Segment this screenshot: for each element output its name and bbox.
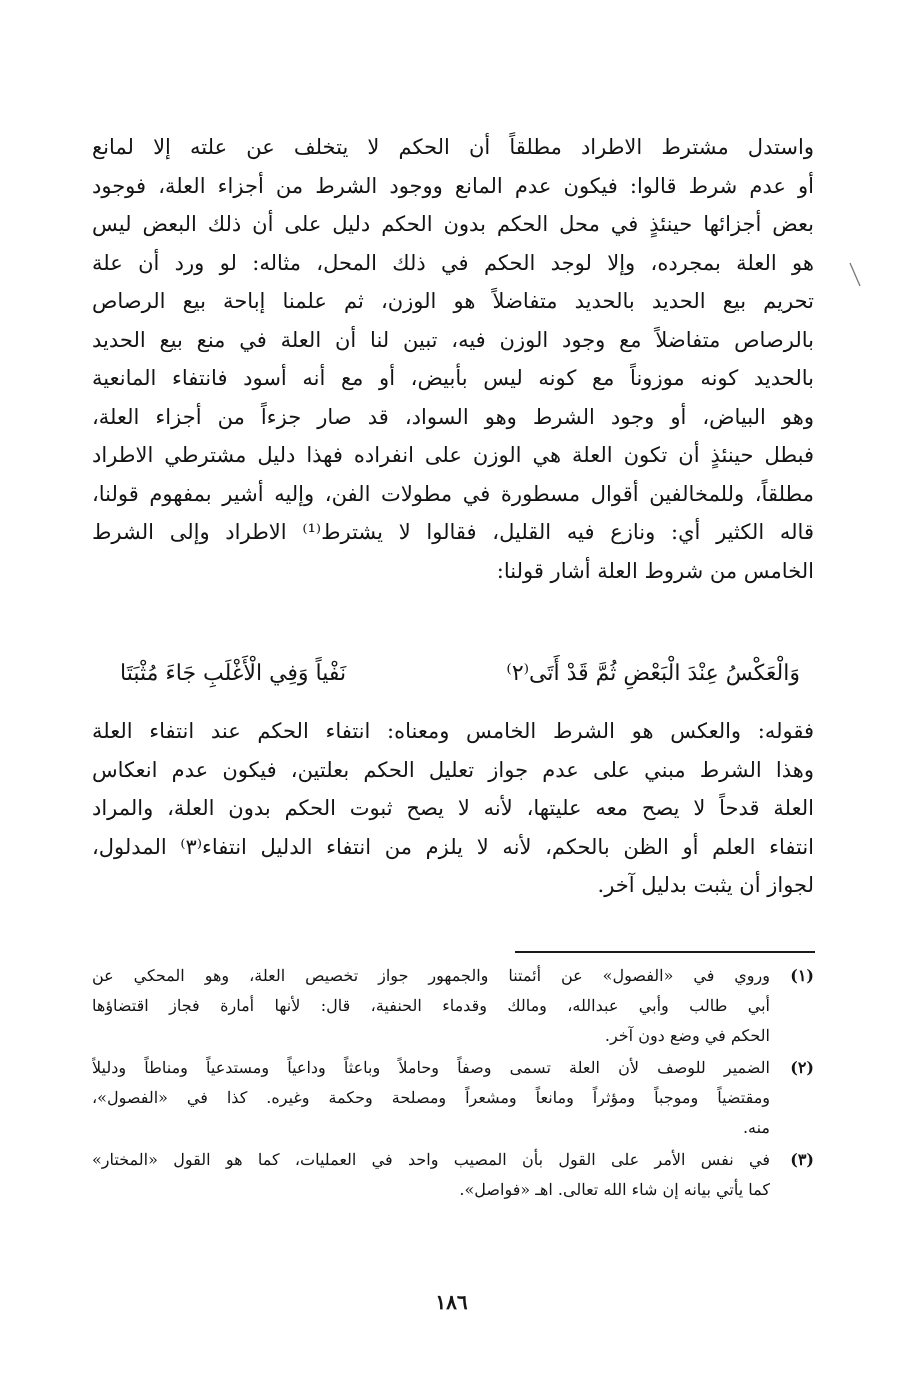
footnote-number: (١): [790, 966, 814, 985]
text-line: تحريم بيع الحديد بالحديد متفاضلاً هو الوزن، ثم علمنا إباحة بيع الرصاص: [92, 289, 814, 313]
footnote-number: (٣): [790, 1150, 814, 1169]
text-line: أو عدم شرط قالوا: فيكون عدم المانع ووجود الشرط من أجزاء العلة، فوجود: [92, 173, 814, 198]
footnote: [92, 961, 814, 1051]
text-line: انتفاء العلم أو الظن بالحكم، لأنه لا يلزم من انتفاء الدليل انتفاء⁽٣⁾ المدلول،: [92, 834, 814, 859]
footnote-line: كما يأتي بيانه إن شاء الله تعالى. اهـ «فواصل».: [459, 1180, 770, 1199]
text-line: فقوله: والعكس هو الشرط الخامس ومعناه: انتفاء الحكم عند انتفاء العلة: [92, 719, 814, 743]
footnote: [92, 1053, 814, 1143]
text-line: قاله الكثير أي: ونازع فيه القليل، فقالوا لا يشترط⁽¹⁾ الاطراد وإلى الشرط: [92, 520, 814, 544]
footnote-line: ومقتضياً وموجباً ومؤثراً ومانعاً ومشعراً ومصلحة وحكمة وغيره. كذا في «الفصول»،: [92, 1088, 770, 1107]
text-line: واستدل مشترط الاطراد مطلقاً أن الحكم لا يتخلف عن علته إلا لمانع: [92, 135, 814, 159]
footnote-line: الضمير للوصف لأن العلة تسمى وصفاً وحاملاً وباعثاً وداعياً ومستدعياً ومناطاً ودليلاً: [92, 1058, 770, 1077]
footnote-line: في نفس الأمر على القول بأن المصيب واحد في العمليات، كما هو القول «المختار»: [92, 1150, 770, 1169]
footnote-number: (٢): [790, 1058, 814, 1077]
text-line: بالرصاص متفاضلاً مع وجود الوزن فيه، تبين لنا أن العلة في منع بيع الحديد: [92, 327, 814, 352]
verse-second-hemistich: نَفْياً وَفِي الْأَغْلَبِ جَاءَ مُثْبَتَا: [120, 661, 347, 686]
poetry-verse: [120, 652, 800, 696]
verse-first-hemistich: وَالْعَكْسُ عِنْدَ الْبَعْضِ ثُمَّ قَدْ أَتَى⁽٢⁾: [506, 661, 800, 686]
text-line: مطلقاً، وللمخالفين أقوال مسطورة في مطولات الفن، وإليه أشير بمفهوم قولنا،: [92, 481, 814, 506]
text-line: هو العلة بمجرده، وإلا لوجد الحكم في ذلك المحل، مثاله: لو ورد أن علة: [92, 250, 814, 275]
text-line: وهو البياض، أو وجود الشرط وهو السواد، قد صار جزءاً من أجزاء العلة،: [92, 404, 814, 429]
footnote-line: الحكم في وضع دون آخر.: [604, 1026, 770, 1045]
commentary-text-block: [92, 712, 814, 905]
text-line: وهذا الشرط مبني على عدم جواز تعليل الحكم بعلتين، فيكون عدم انعكاس: [92, 757, 814, 782]
footnote-line: وروي في «الفصول» عن أئمتنا والجمهور جواز تخصيص العلة، وهو المحكي عن: [92, 966, 770, 985]
page-number: ١٨٦: [435, 1290, 468, 1314]
text-line: العلة قدحاً لا يصح معه عليتها، لأنه لا يصح ثبوت الحكم بدون العلة، والمراد: [92, 796, 814, 820]
text-line: بالحديد كونه موزوناً مع كونه ليس بأبيض، أو مع أنه أسود فانتفاء المانعية: [92, 366, 814, 390]
footnote-separator: [515, 951, 815, 953]
footnote: [92, 1145, 814, 1205]
footnote-line: أبي طالب وأبي عبدالله، ومالك وقدماء الحنفية، قال: لأنها أمارة فجاز اقتضاؤها: [92, 996, 770, 1015]
margin-pencil-mark: [848, 262, 862, 288]
main-text-block: [92, 128, 814, 590]
text-line: الخامس من شروط العلة أشار قولنا:: [496, 558, 814, 583]
text-line: بعض أجزائها حينئذٍ في محل الحكم بدون الحكم دليل على أن ذلك البعض ليس: [92, 212, 814, 236]
text-line: لجواز أن يثبت بدليل آخر.: [597, 873, 814, 897]
text-line: فبطل حينئذٍ أن تكون العلة هي الوزن على انفراده فهذا دليل مشترطي الاطراد: [92, 443, 814, 467]
footnotes: [92, 961, 814, 1207]
footnote-line: منه.: [742, 1118, 770, 1137]
